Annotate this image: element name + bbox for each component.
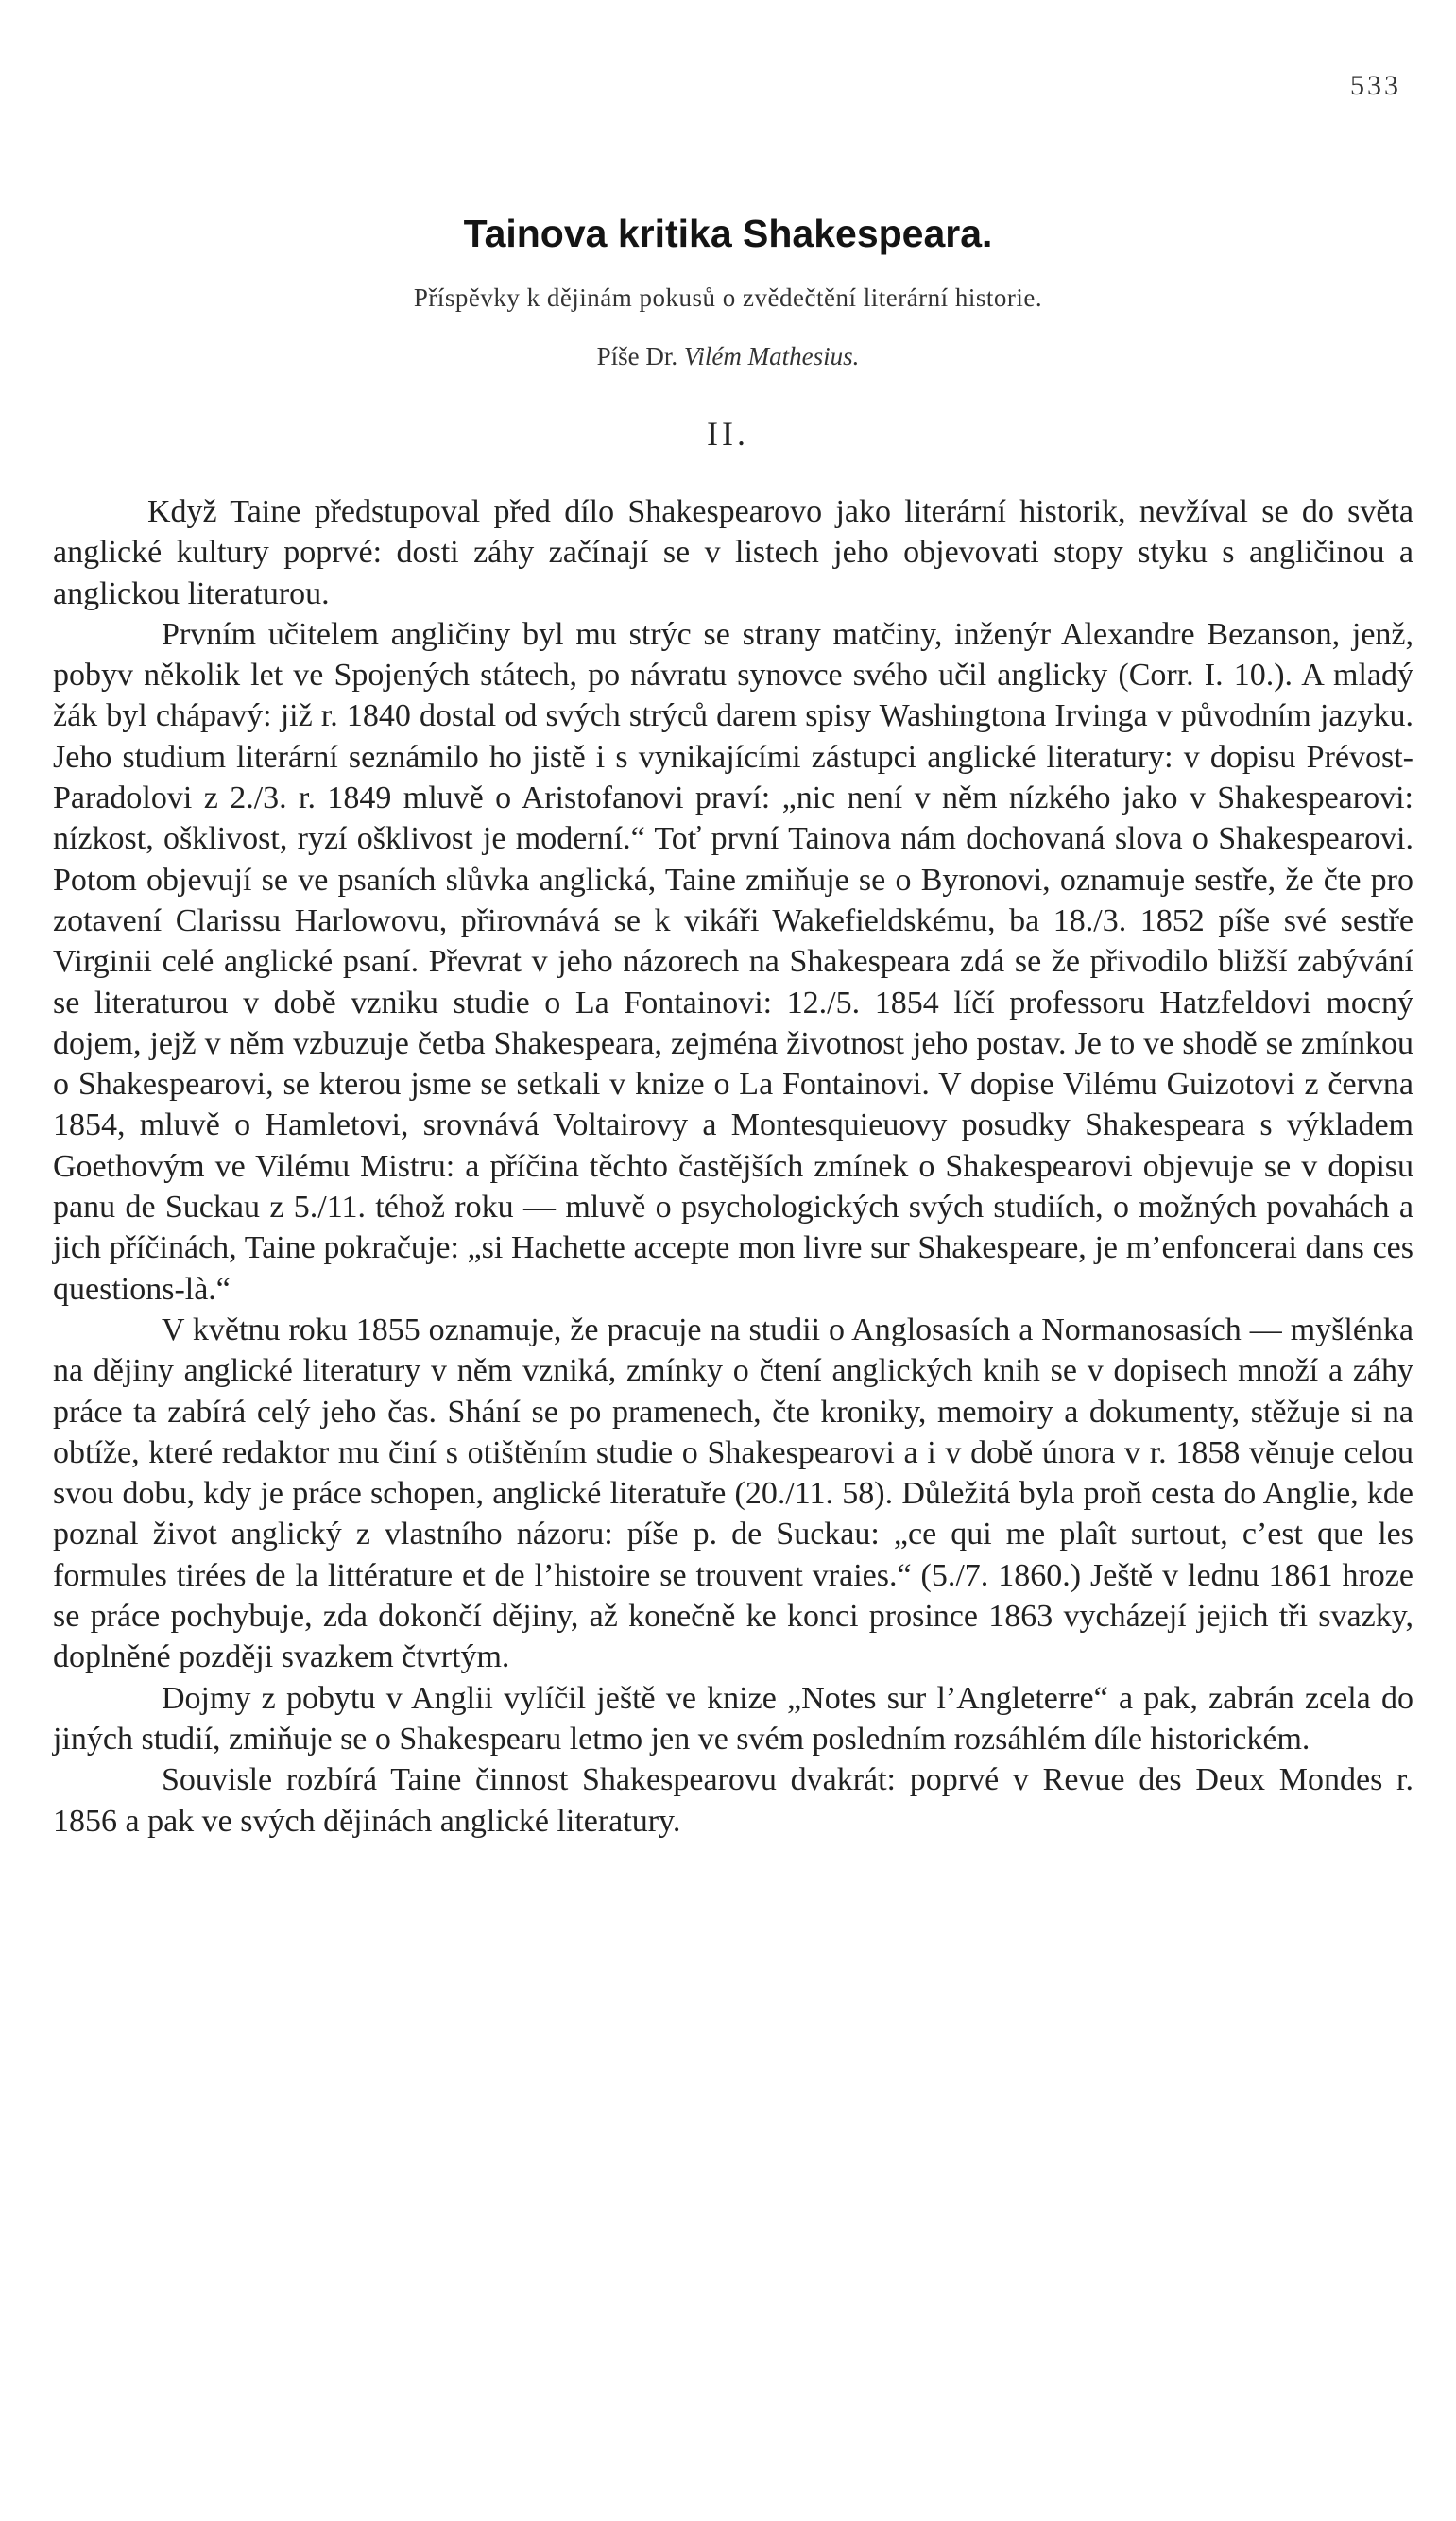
page-number: 533 — [1350, 70, 1401, 101]
section-number: II. — [707, 415, 749, 453]
author-name: Vilém Mathesius. — [683, 342, 860, 370]
byline-prefix: Píše Dr. — [596, 342, 678, 370]
byline — [0, 342, 1456, 371]
article-title: Tainova kritika Shakespeara. — [463, 212, 993, 255]
paragraph-3: V květnu roku 1855 oznamuje, že pracuje na studii o Anglosasích a Normanosasích — myšlénka na dějiny anglické literatury v něm vzniká, zmínky o čtení anglických knih se v dopisech množí a záhy práce ta zabírá celý jeho čas. Shání se po pramenech, čte kroniky, memoiry a dokumenty, stěžuje si na obtíže, které redaktor mu činí s otištěním studie o Shakespearovi a i v době února v r. 1858 věnuje celou svou dobu, kdy je práce schopen, anglické literatuře (20./11. 58). Důležitá byla proň cesta do Anglie, kde poznal život anglický z vlastního názoru: píše p. de Suckau: „ce qui me plaît surtout, c’est que les formules tirées de la littérature et de l’histoire se trouvent vraies.“ (5./7. 1860.) Ještě v lednu 1861 hroze se práce pochybuje, zda dokončí dějiny, až konečně ke konci prosince 1863 vycházejí jejich tři svazky, doplněné později svazkem čtvrtým. — [53, 1312, 1413, 1675]
paragraph-2: Prvním učitelem angličiny byl mu strýc se strany matčiny, inženýr Alexandre Bezanson, jenž, pobyv několik let ve Spojených státech, po návratu synovce svého učil anglicky (Corr. I. 10.). A mladý žák byl chápavý: již r. 1840 dostal od svých strýců darem spisy Washingtona Irvinga v původním jazyku. Jeho studium literární seznámilo ho jistě i s vynikajícími zástupci anglické literatury: v dopisu Prévost-Paradolovi z 2./3. r. 1849 mluvě o Aristofanovi praví: „nic není v něm nízkého jako v Shakespearovi: nízkost, ošklivost, ryzí ošklivost je moderní.“ Toť první Tainova nám dochovaná slova o Shakespearovi. Potom objevují se ve psaních slůvka anglická, Taine zmiňuje se o Byronovi, oznamuje sestře, že čte pro zotavení Clarissu Harlowovu, přirovnává se k vikáři Wakefieldskému, ba 18./3. 1852 píše své sestře Virginii celé anglické psaní. Převrat v jeho názorech na Shakespeara zdá se že přivodilo bližší zabývání se literaturou v době vzniku studie o La Fontainovi: 12./5. 1854 líčí professoru Hatzfeldovi mocný dojem, jejž v něm vzbuzuje četba Shakespeara, zejména životnost jeho postav. Je to ve shodě se zmínkou o Shakespearovi, se kterou jsme se setkali v knize o La Fontainovi. V dopise Vilému Guizotovi z června 1854, mluvě o Hamletovi, srovnává Voltairovy a Montesquieuovy posudky Shakespeara s výkladem Goethovým ve Vilému Mistru: a příčina těchto častějších zmínek o Shakespearovi objevuje se v dopisu panu de Suckau z 5./11. téhož roku — mluvě o psychologických svých studiích, o možných povahách a jich příčinách, Taine pokračuje: „si Hachette accepte mon livre sur Shakespeare, je m’enfoncerai dans ces questions-là.“ — [53, 616, 1413, 1307]
paragraph-1: Když Taine předstupoval před dílo Shakespearovo jako literární historik, nevžíval se do světa anglické kultury poprvé: dosti záhy začínají se v listech jeho objevovati stopy styku s angličinou a anglickou literaturou. — [53, 494, 1413, 611]
article-subtitle: Příspěvky k dějinám pokusů o zvědečtění literární historie. — [413, 283, 1043, 312]
paragraph-5: Souvisle rozbírá Taine činnost Shakespearovu dvakrát: poprvé v Revue des Deux Mondes r. 1856 a pak ve svých dějinách anglické literatury. — [53, 1762, 1413, 1839]
article-body — [53, 491, 1413, 1842]
paragraph-4: Dojmy z pobytu v Anglii vylíčil ještě ve knize „Notes sur l’Angleterre“ a pak, zabrán zcela do jiných studií, zmiňuje se o Shakespearu letmo jen ve svém posledním rozsáhlém díle historickém. — [53, 1680, 1413, 1757]
